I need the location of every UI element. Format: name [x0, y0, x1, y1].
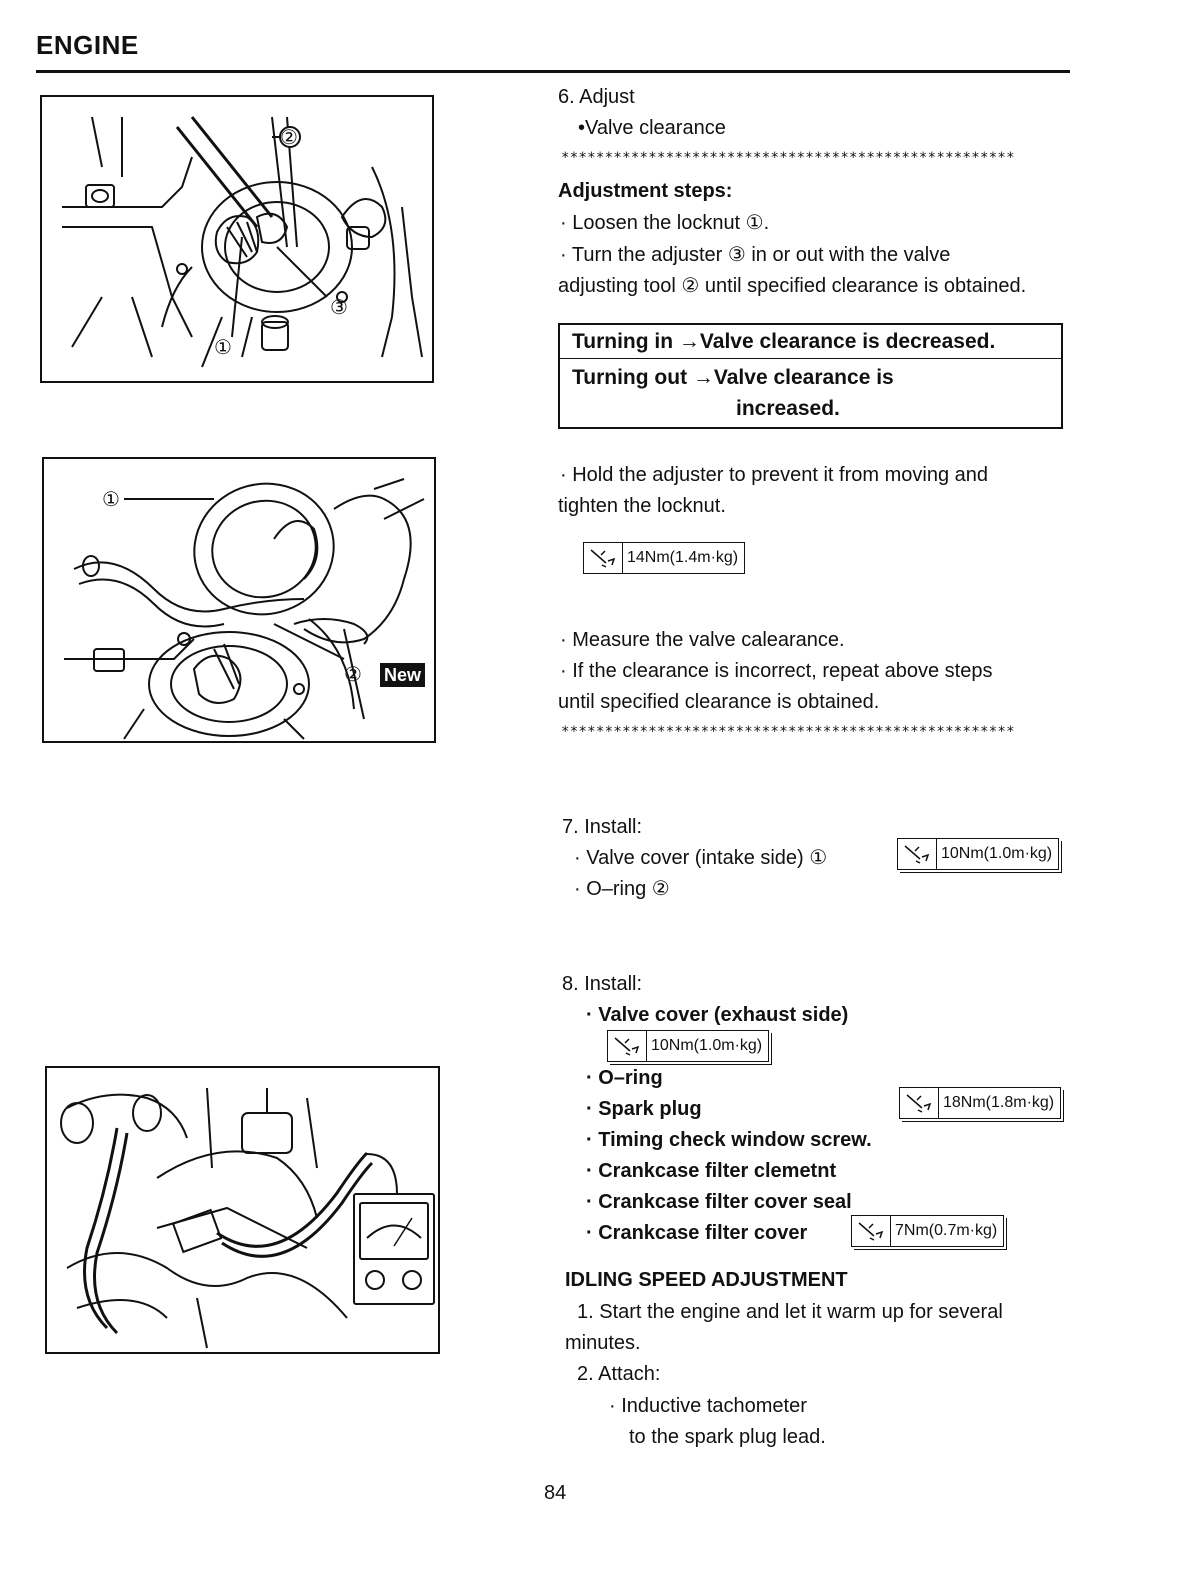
header-rule: [36, 70, 1070, 73]
callout-3-fig1: ③: [330, 297, 348, 319]
notice-divider: [560, 358, 1061, 359]
step6-heading: 6. Adjust: [558, 86, 635, 108]
bullet-incorrect-line1: · If the clearance is incorrect, repeat above steps: [560, 660, 993, 682]
torque-spec-intake-cover: [897, 838, 1059, 870]
idling-item-tachometer-line2: to the spark plug lead.: [629, 1426, 826, 1448]
idling-step1-line1: 1. Start the engine and let it warm up for several: [577, 1301, 1003, 1323]
torque-value-locknut: 14Nm(1.4m·kg): [627, 549, 739, 566]
torque-wrench-icon: [852, 1216, 891, 1246]
step8-item-spark-plug: · Spark plug: [586, 1098, 702, 1120]
figure-valve-adjust: [40, 95, 434, 383]
torque-wrench-icon: [900, 1088, 939, 1118]
torque-spec-spark-plug: [899, 1087, 1061, 1119]
figure-valve-cover: [42, 457, 436, 743]
torque-value-intake-cover: 10Nm(1.0m·kg): [941, 845, 1053, 862]
torque-spec-locknut: [583, 542, 745, 574]
step8-item-oring: · O–ring: [586, 1067, 663, 1089]
callout-1-fig2: ①: [102, 489, 120, 511]
step8-item-exhaust-cover: · Valve cover (exhaust side): [586, 1004, 849, 1026]
bullet-hold-adjuster-line2: tighten the locknut.: [558, 495, 726, 517]
callout-2-fig1: ②: [280, 127, 298, 149]
idling-step2: 2. Attach:: [577, 1363, 661, 1385]
adjustment-steps-title: Adjustment steps:: [558, 180, 733, 202]
idling-section-title: IDLING SPEED ADJUSTMENT: [565, 1269, 848, 1291]
bullet-hold-adjuster-line1: · Hold the adjuster to prevent it from moving and: [560, 464, 988, 486]
callout-1-fig1: ①: [214, 337, 232, 359]
notice-increased: increased.: [736, 397, 840, 420]
torque-value-spark-plug: 18Nm(1.8m·kg): [943, 1094, 1055, 1111]
turning-notice-box: [558, 323, 1063, 429]
separator-stars-bottom: ****************************************************: [561, 724, 1015, 740]
callout-2-fig2: ②: [344, 664, 362, 686]
torque-spec-exhaust-cover: [607, 1030, 769, 1062]
bullet-incorrect-line2: until specified clearance is obtained.: [558, 691, 880, 713]
bullet-measure-clearance: · Measure the valve calearance.: [560, 629, 845, 651]
torque-wrench-icon: [584, 543, 623, 573]
page-title: ENGINE: [36, 30, 139, 60]
notice-turning-in: Turning in →Valve clearance is decreased.: [572, 330, 996, 353]
figure-tachometer: [45, 1066, 440, 1354]
step7-item-valve-cover: · Valve cover (intake side) ①: [574, 847, 828, 869]
bullet-turn-adjuster-line2: adjusting tool ② until specified clearance is obtained.: [558, 275, 1027, 297]
step7-item-oring: · O–ring ②: [574, 878, 670, 900]
step8-item-filter-cover: · Crankcase filter cover: [586, 1222, 808, 1244]
page-number: 84: [544, 1482, 567, 1504]
step8-item-timing-screw: · Timing check window screw.: [586, 1129, 872, 1151]
torque-wrench-icon: [608, 1031, 647, 1061]
torque-value-exhaust-cover: 10Nm(1.0m·kg): [651, 1037, 763, 1054]
idling-step1-line2: minutes.: [565, 1332, 641, 1354]
idling-item-tachometer: · Inductive tachometer: [609, 1395, 807, 1417]
step8-item-filter-element: · Crankcase filter clemetnt: [586, 1160, 837, 1182]
step6-item: •Valve clearance: [578, 117, 726, 139]
separator-stars-top: ****************************************************: [561, 150, 1015, 166]
bullet-loosen-locknut: · Loosen the locknut ①.: [560, 212, 770, 234]
bullet-turn-adjuster-line1: · Turn the adjuster ③ in or out with the valve: [560, 244, 951, 266]
torque-wrench-icon: [898, 839, 937, 869]
step7-heading: 7. Install:: [562, 816, 643, 838]
torque-spec-filter-cover: [851, 1215, 1004, 1247]
step8-heading: 8. Install:: [562, 973, 643, 995]
torque-value-filter-cover: 7Nm(0.7m·kg): [895, 1222, 998, 1239]
step8-item-filter-cover-seal: · Crankcase filter cover seal: [586, 1191, 852, 1213]
new-badge: New: [380, 663, 425, 687]
notice-turning-out: Turning out →Valve clearance is: [572, 366, 894, 389]
